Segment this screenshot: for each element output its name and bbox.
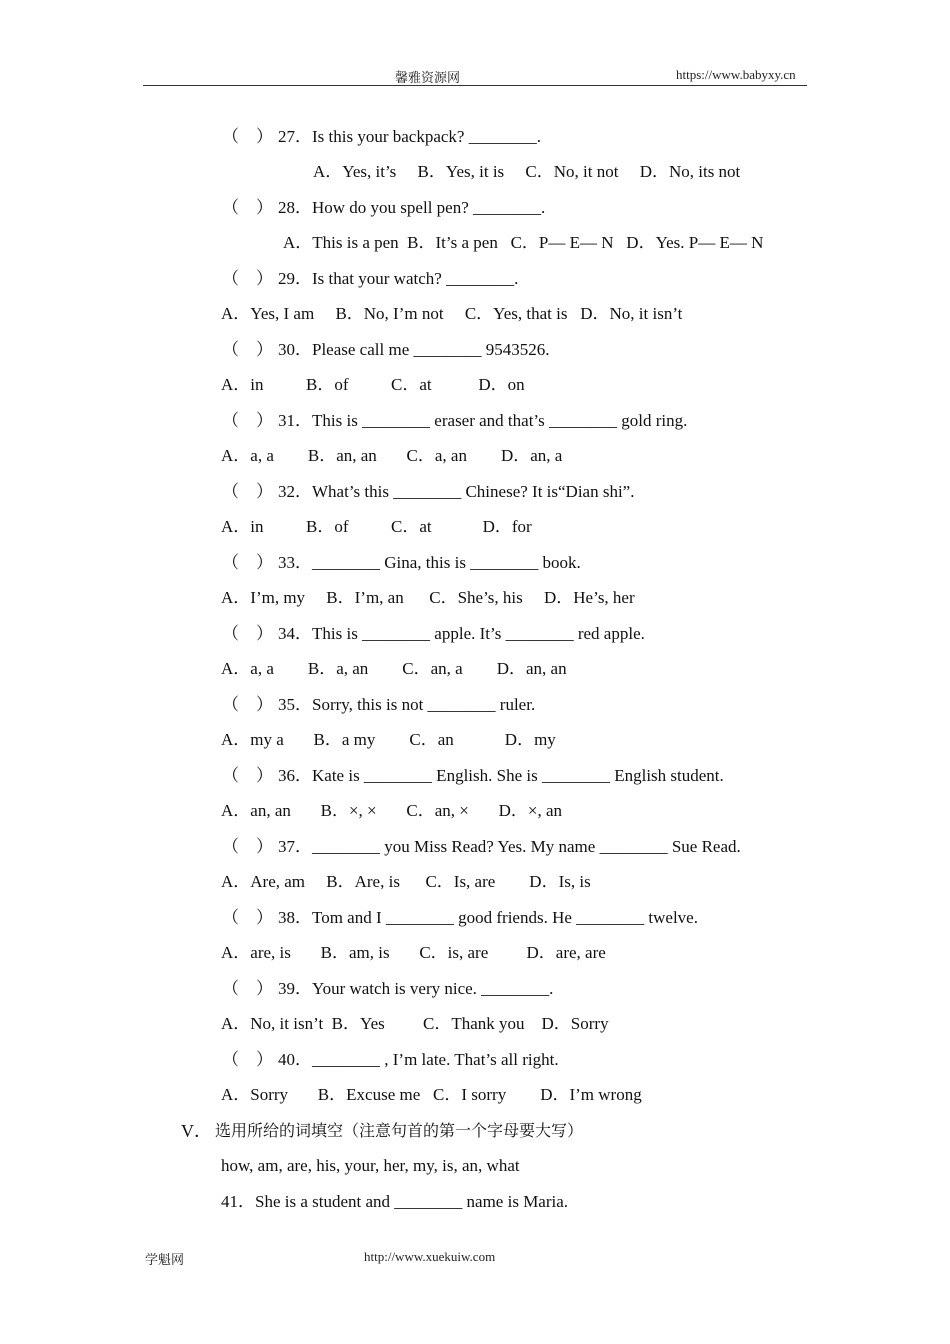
answer-blank-35: （ ） bbox=[222, 695, 273, 714]
section-5-title: 选用所给的词填空（注意句首的第一个字母要大写） bbox=[215, 1121, 584, 1140]
question-33 bbox=[222, 552, 581, 574]
question-31-text: 31．This is ________ eraser and that’s ________ gold ring. bbox=[278, 411, 688, 430]
header-site-url[interactable]: https://www.babyxy.cn bbox=[676, 67, 796, 82]
question-33-options: A．I’m, my B．I’m, an C．She’s, his D．He’s, her bbox=[221, 588, 635, 607]
answer-blank-33: （ ） bbox=[222, 553, 273, 572]
question-36-text: 36．Kate is ________ English. She is ________ English student. bbox=[278, 766, 724, 785]
answer-blank-32: （ ） bbox=[222, 482, 273, 501]
answer-blank-29: （ ） bbox=[222, 269, 273, 288]
question-29-options: A．Yes, I am B．No, I’m not C．Yes, that is D．No, it isn’t bbox=[221, 304, 683, 323]
question-32 bbox=[222, 481, 634, 503]
header-divider bbox=[143, 85, 807, 86]
answer-blank-28: （ ） bbox=[222, 198, 273, 217]
question-36-options: A．an, an B．×, × C．an, × D．×, an bbox=[221, 801, 563, 820]
question-28-options: A．This is a pen B．It’s a pen C．P— E— N D．Yes. P— E— N bbox=[283, 233, 764, 252]
question-34-options: A．a, a B．a, an C．an, a D．an, an bbox=[221, 659, 567, 678]
question-37-options: A．Are, am B．Are, is C．Is, are D．Is, is bbox=[221, 872, 591, 891]
header-site-name: 馨雅资源网 bbox=[395, 71, 461, 86]
footer-site-name: 学魁网 bbox=[145, 1253, 185, 1268]
question-36 bbox=[222, 765, 724, 787]
question-39-options: A．No, it isn’t B．Yes C．Thank you D．Sorry bbox=[221, 1014, 609, 1033]
question-34-text: 34．This is ________ apple. It’s ________ red apple. bbox=[278, 624, 645, 643]
question-29-text: 29．Is that your watch? ________. bbox=[278, 269, 519, 288]
question-35 bbox=[222, 694, 535, 716]
question-37-text: 37．________ you Miss Read? Yes. My name ________ Sue Read. bbox=[278, 837, 741, 856]
question-40-text: 40．________ , I’m late. That’s all right. bbox=[278, 1050, 559, 1069]
answer-blank-31: （ ） bbox=[222, 411, 273, 430]
question-29 bbox=[222, 268, 518, 290]
question-41: 41．She is a student and ________ name is Maria. bbox=[221, 1192, 569, 1211]
answer-blank-39: （ ） bbox=[222, 979, 273, 998]
answer-blank-34: （ ） bbox=[222, 624, 273, 643]
question-39-text: 39．Your watch is very nice. ________. bbox=[278, 979, 554, 998]
question-38 bbox=[222, 907, 698, 929]
question-34 bbox=[222, 623, 645, 645]
answer-blank-38: （ ） bbox=[222, 908, 273, 927]
question-33-text: 33．________ Gina, this is ________ book. bbox=[278, 553, 581, 572]
question-28 bbox=[222, 197, 545, 219]
question-38-text: 38．Tom and I ________ good friends. He ________ twelve. bbox=[278, 908, 698, 927]
answer-blank-27: （ ） bbox=[222, 127, 273, 146]
question-32-text: 32．What’s this ________ Chinese? It is“Dian shi”. bbox=[278, 482, 635, 501]
answer-blank-36: （ ） bbox=[222, 766, 273, 785]
question-40 bbox=[222, 1049, 559, 1071]
answer-blank-40: （ ） bbox=[222, 1050, 273, 1069]
question-39 bbox=[222, 978, 553, 1000]
section-5-number: V． bbox=[181, 1121, 212, 1141]
word-bank: how, am, are, his, your, her, my, is, an, what bbox=[221, 1156, 520, 1175]
question-40-options: A．Sorry B．Excuse me C．I sorry D．I’m wrong bbox=[221, 1085, 642, 1104]
answer-blank-30: （ ） bbox=[222, 340, 273, 359]
question-30 bbox=[222, 339, 550, 361]
question-28-text: 28．How do you spell pen? ________. bbox=[278, 198, 546, 217]
question-27-options: A．Yes, it’s B．Yes, it is C．No, it not D．No, its not bbox=[313, 162, 741, 181]
question-30-options: A．in B．of C．at D．on bbox=[221, 375, 525, 394]
question-31 bbox=[222, 410, 687, 432]
question-32-options: A．in B．of C．at D．for bbox=[221, 517, 532, 536]
question-38-options: A．are, is B．am, is C．is, are D．are, are bbox=[221, 943, 606, 962]
question-30-text: 30．Please call me ________ 9543526. bbox=[278, 340, 550, 359]
footer-url[interactable]: http://www.xuekuiw.com bbox=[364, 1249, 496, 1264]
question-37 bbox=[222, 836, 741, 858]
answer-blank-37: （ ） bbox=[222, 837, 273, 856]
question-27 bbox=[222, 126, 541, 148]
question-31-options: A．a, a B．an, an C．a, an D．an, a bbox=[221, 446, 563, 465]
question-35-options: A．my a B．a my C．an D．my bbox=[221, 730, 556, 749]
question-35-text: 35．Sorry, this is not ________ ruler. bbox=[278, 695, 536, 714]
question-27-text: 27．Is this your backpack? ________. bbox=[278, 127, 541, 146]
